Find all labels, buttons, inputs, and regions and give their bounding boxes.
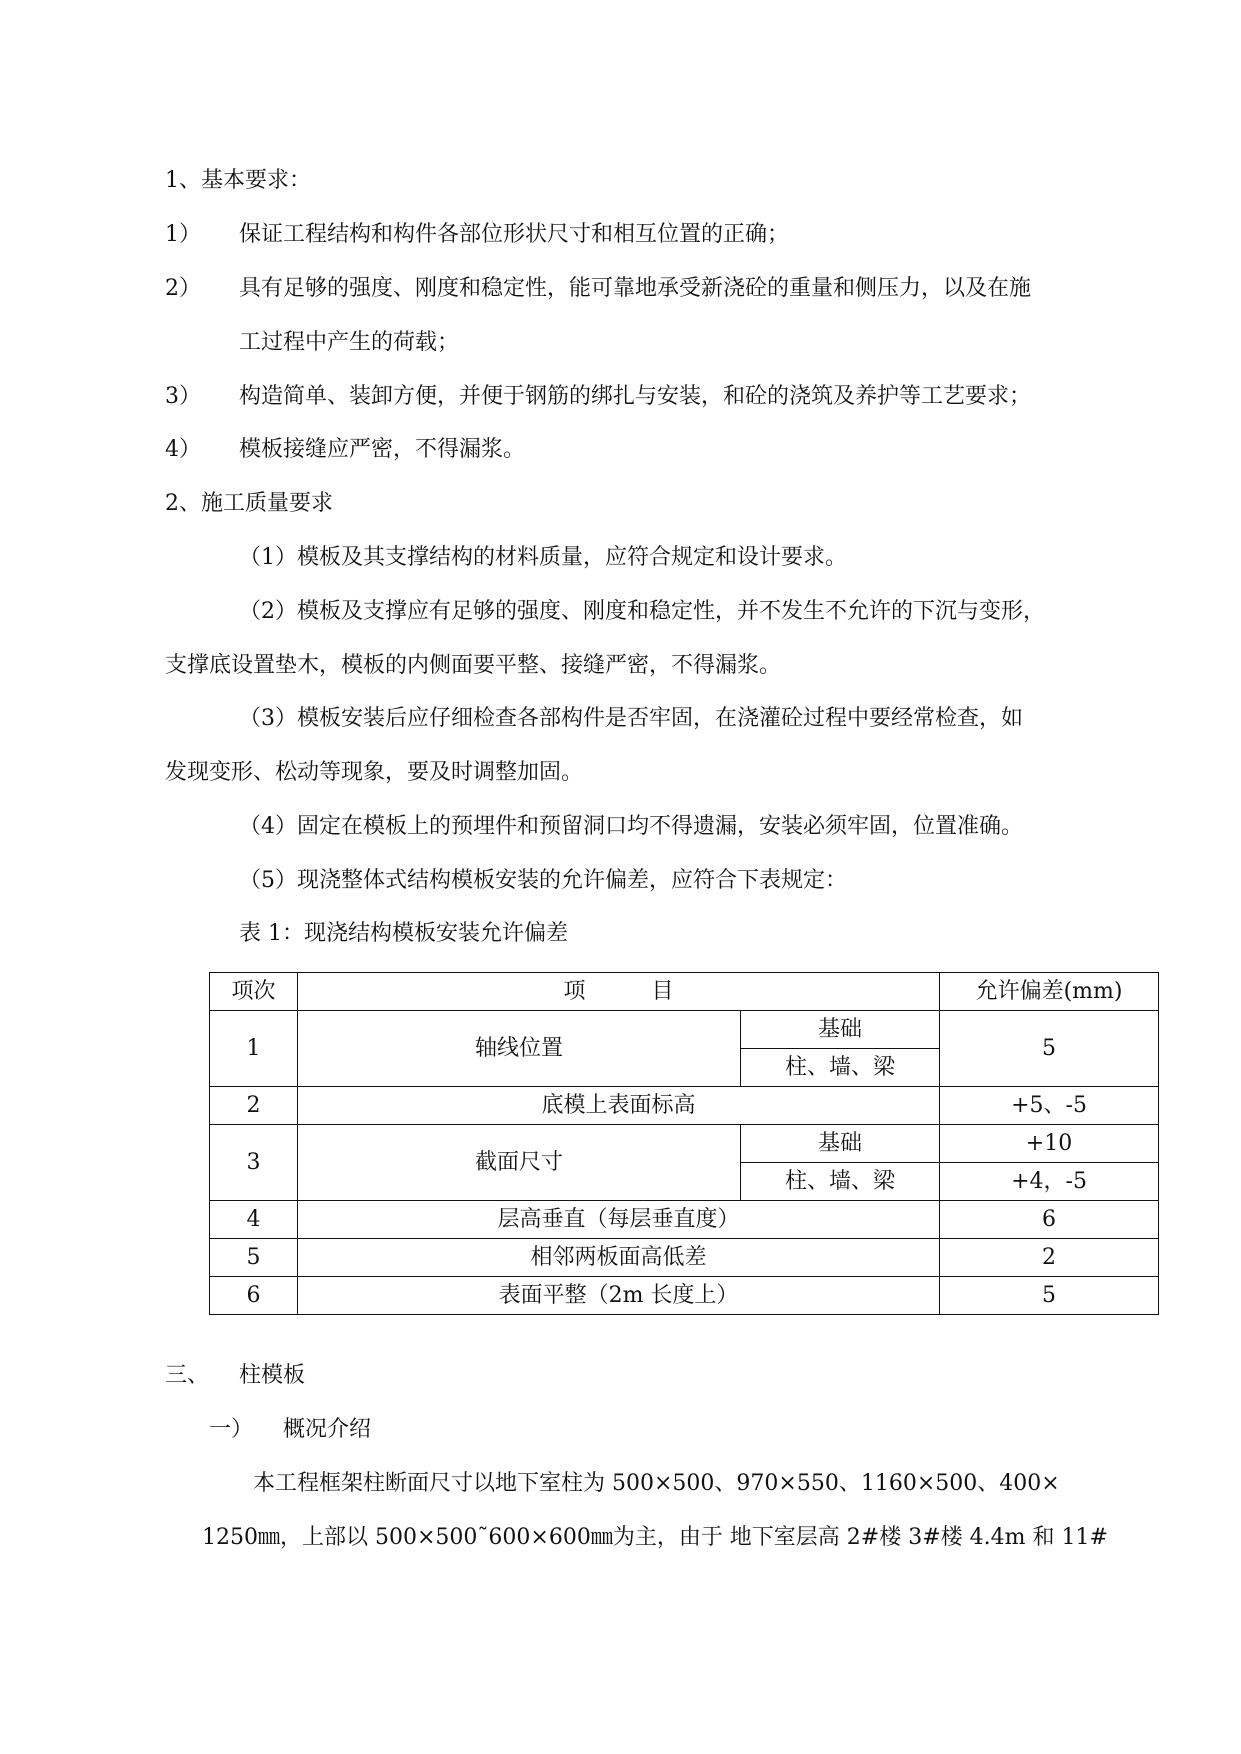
para2: （2）模板及支撑应有足够的强度、刚度和稳定性，并不发生不允许的下沉与变形， bbox=[239, 599, 1045, 624]
item2-text-cont: 工过程中产生的荷载； bbox=[239, 330, 460, 355]
row2-no: 2 bbox=[210, 1087, 298, 1125]
item1-text: 保证工程结构和构件各部位形状尺寸和相互位置的正确； bbox=[239, 222, 790, 247]
row6-no: 6 bbox=[210, 1277, 298, 1315]
header-tolerance: 允许偏差(mm) bbox=[940, 973, 1159, 1011]
subsection1-number: 一） bbox=[209, 1417, 254, 1442]
table-row bbox=[210, 1201, 1159, 1239]
row3-tolerance1: +10 bbox=[940, 1125, 1159, 1163]
row5-tolerance: 2 bbox=[940, 1239, 1159, 1277]
table-caption: 表 1：现浇结构模板安装允许偏差 bbox=[239, 921, 568, 946]
row3-no: 3 bbox=[210, 1125, 298, 1201]
item1-number: 1） bbox=[165, 222, 201, 247]
row4-no: 4 bbox=[210, 1201, 298, 1239]
table-row bbox=[210, 1277, 1159, 1315]
item4-text: 模板接缝应严密，不得漏浆。 bbox=[239, 437, 526, 462]
row3-tolerance2: +4，-5 bbox=[940, 1163, 1159, 1201]
para5: （5）现浇整体式结构模板安装的允许偏差，应符合下表规定： bbox=[239, 868, 847, 893]
overview-para-line1: 本工程框架柱断面尺寸以地下室柱为 500×500、970×550、1160×500、400× bbox=[253, 1471, 1060, 1496]
row3-item: 截面尺寸 bbox=[298, 1125, 741, 1201]
section2-heading: 2、施工质量要求 bbox=[165, 491, 333, 516]
table-row bbox=[210, 1011, 1159, 1049]
table-row bbox=[210, 1239, 1159, 1277]
table-row bbox=[210, 1087, 1159, 1125]
table-row bbox=[210, 1125, 1159, 1163]
header-no: 项次 bbox=[210, 973, 298, 1011]
overview-para-line2: 1250㎜，上部以 500×500˜600×600㎜为主，由于 地下室层高 2#楼 3#楼 4.4m 和 11# bbox=[202, 1525, 1108, 1550]
tolerance-table bbox=[209, 972, 1159, 1315]
para3: （3）模板安装后应仔细检查各部构件是否牢固，在浇灌砼过程中要经常检查，如 bbox=[239, 706, 1023, 731]
row4-item: 层高垂直（每层垂直度） bbox=[298, 1201, 940, 1239]
item3-text: 构造简单、装卸方便，并便于钢筋的绑扎与安装，和砼的浇筑及养护等工艺要求； bbox=[239, 384, 1032, 409]
section3-number: 三、 bbox=[165, 1363, 210, 1388]
item2-number: 2） bbox=[165, 276, 201, 301]
section3-heading: 柱模板 bbox=[239, 1363, 306, 1388]
para4: （4）固定在模板上的预埋件和预留洞口均不得遗漏，安装必须牢固，位置准确。 bbox=[239, 814, 1023, 839]
para1: （1）模板及其支撑结构的材料质量，应符合规定和设计要求。 bbox=[239, 545, 847, 570]
row3-sub2: 柱、墙、梁 bbox=[741, 1163, 940, 1201]
row1-no: 1 bbox=[210, 1011, 298, 1087]
row4-tolerance: 6 bbox=[940, 1201, 1159, 1239]
para2-cont: 支撑底设置垫木，模板的内侧面要平整、接缝严密，不得漏浆。 bbox=[165, 653, 782, 678]
row6-tolerance: 5 bbox=[940, 1277, 1159, 1315]
item2-text: 具有足够的强度、刚度和稳定性，能可靠地承受新浇砼的重量和侧压力，以及在施 bbox=[239, 276, 1032, 301]
row3-sub1: 基础 bbox=[741, 1125, 940, 1163]
subsection1-heading: 概况介绍 bbox=[283, 1417, 372, 1442]
header-item: 项 目 bbox=[298, 973, 940, 1011]
row2-item: 底模上表面标高 bbox=[298, 1087, 940, 1125]
item4-number: 4） bbox=[165, 437, 201, 462]
row5-item: 相邻两板面高低差 bbox=[298, 1239, 940, 1277]
row1-sub1: 基础 bbox=[741, 1011, 940, 1049]
row6-item: 表面平整（2m 长度上） bbox=[298, 1277, 940, 1315]
table-header-row bbox=[210, 973, 1159, 1011]
row5-no: 5 bbox=[210, 1239, 298, 1277]
para3-cont: 发现变形、松动等现象，要及时调整加固。 bbox=[165, 760, 584, 785]
row1-tolerance: 5 bbox=[940, 1011, 1159, 1087]
row1-sub2: 柱、墙、梁 bbox=[741, 1049, 940, 1087]
row1-item: 轴线位置 bbox=[298, 1011, 741, 1087]
row2-tolerance: +5、-5 bbox=[940, 1087, 1159, 1125]
item3-number: 3） bbox=[165, 384, 201, 409]
section1-heading: 1、基本要求： bbox=[165, 168, 311, 193]
